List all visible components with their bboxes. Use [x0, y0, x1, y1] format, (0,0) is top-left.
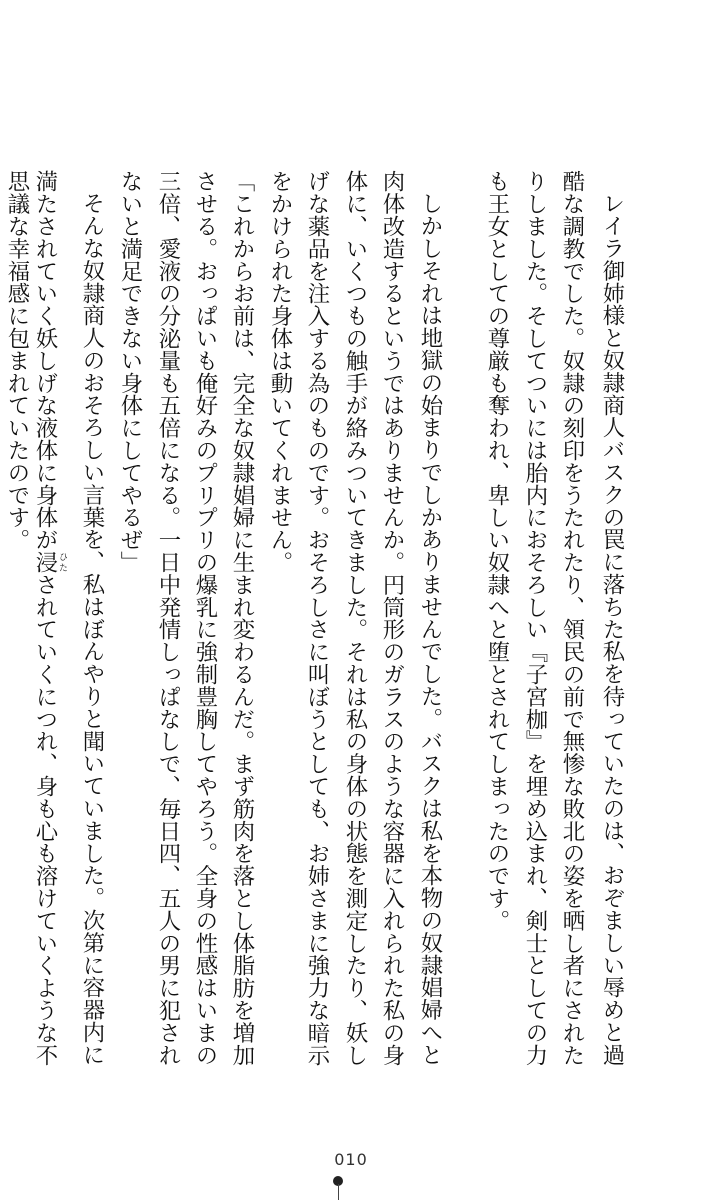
- text-column: も王女としての尊厳も奪われ、卑しい奴隷へと堕とされてしまったのです。: [484, 170, 510, 932]
- page-marker-line: [338, 1184, 339, 1200]
- text-column: げな薬品を注入する為のものです。おそろしさに叫ぼうとしても、お姉さまに強力な暗示: [304, 170, 330, 1066]
- text-column: レイラ御姉様と奴隷商人バスクの罠に落ちた私を待っていたのは、おぞましい辱めと過: [599, 192, 625, 1066]
- text-column: りしました。そしてついには胎内におそろしい『子宮枷』を埋め込まれ、剣士としての力: [522, 170, 548, 1066]
- dialogue-column: させる。おっぱいも俺好みのプリプリの爆乳に強制豊胸してやろう。全身の性感はいまの: [192, 170, 218, 1066]
- text-column: 酷な調教でした。奴隷の刻印をうたれたり、領民の前で無惨な敗北の姿を晒し者にされた: [559, 170, 585, 1066]
- text-segment: されていくにつれ、身も心も溶けていくような不: [32, 573, 58, 1067]
- text-column: 体に、いくつもの触手が絡みついてきました。それは私の身体の状態を測定したり、妖し: [342, 170, 368, 1066]
- text-column: 思議な幸福感に包まれていたのです。: [4, 170, 30, 551]
- dialogue-column: ないと満足できない身体にしてやるぜ」: [117, 170, 143, 574]
- ruby-annotation: [32, 550, 67, 574]
- page-number: 010: [334, 1150, 368, 1169]
- dialogue-column: 三倍、愛液の分泌量も五倍になる。一日中発情しっぱなしで、毎日四、五人の男に犯され: [155, 170, 181, 1066]
- dialogue-column: 「これからお前は、完全な奴隷娼婦に生まれ変わるんだ。まず筋肉を落とし体脂肪を増加: [229, 170, 255, 1066]
- text-column: そんな奴隷商人のおそろしい言葉を、私はぼんやりと聞いていました。次第に容器内に: [79, 192, 105, 1066]
- text-column: をかけられた身体は動いてくれません。: [267, 170, 293, 574]
- ruby-base: 浸: [32, 550, 58, 574]
- text-segment: 満たされていく妖しげな液体に身体が: [32, 170, 58, 551]
- text-column: しかしそれは地獄の始まりでしかありませんでした。バスクは私を本物の奴隷娼婦へと: [417, 192, 443, 1066]
- text-column-with-ruby: [32, 170, 67, 1067]
- text-column: 肉体改造するというではありませんか。円筒形のガラスのような容器に入れられた私の身: [379, 170, 405, 1066]
- ruby-text: ひた: [57, 550, 67, 574]
